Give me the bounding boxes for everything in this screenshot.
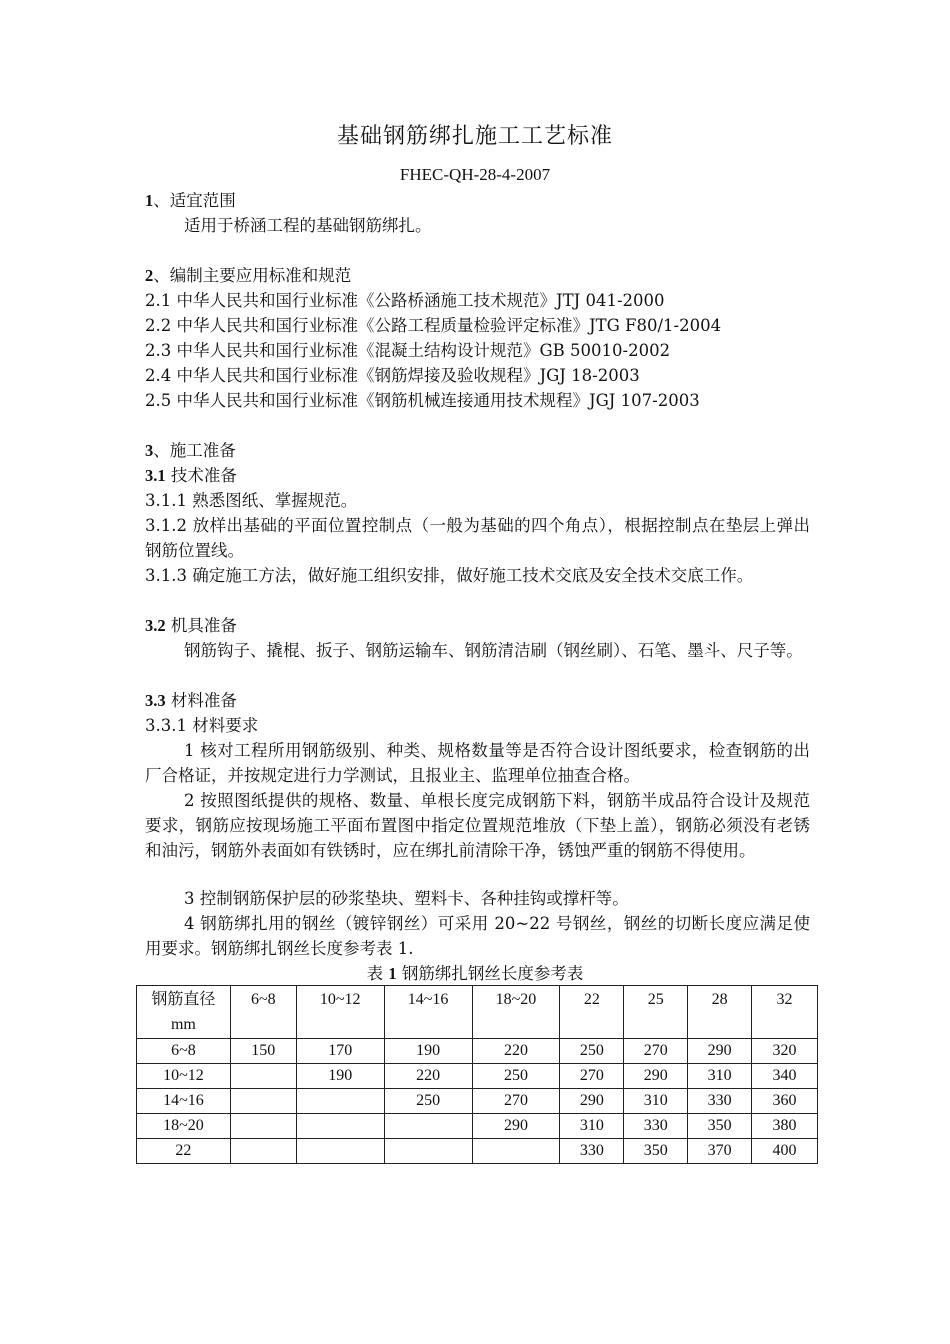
table-cell: 310	[688, 1064, 752, 1089]
table-cell: 380	[752, 1114, 818, 1139]
table-cell	[296, 1089, 384, 1114]
table-header-row	[137, 986, 818, 1039]
table-cell: 190	[384, 1039, 472, 1064]
section-2-heading: 2、编制主要应用标准和规范	[145, 266, 352, 285]
table-row-label: 22	[137, 1139, 231, 1164]
section-1-heading: 1、适宜范围	[145, 191, 236, 210]
table-cell: 250	[472, 1064, 560, 1089]
section-1-text: 适用于桥涵工程的基础钢筋绑扎。	[184, 216, 432, 235]
table-cell: 150	[230, 1039, 296, 1064]
table-cell	[384, 1139, 472, 1164]
table-cell: 290	[560, 1089, 624, 1114]
document-number: FHEC-QH-28-4-2007	[399, 165, 551, 184]
table-cell: 310	[560, 1114, 624, 1139]
material-paragraph-2: 2 按照图纸提供的规格、数量、单根长度完成钢筋下料，钢筋半成品符合设计及规范要求，钢筋应按现场施工平面布置图中指定位置规范堆放（下垫上盖），钢筋必须没有老锈和油污，钢筋外表面如有铁锈时，应在绑扎前清除干净，锈蚀严重的钢筋不得使用。	[145, 791, 810, 860]
wire-length-table	[136, 985, 818, 1164]
item-3-1-2: 3.1.2 放样出基础的平面位置控制点（一般为基础的四个角点），根据控制点在垫层上弹出钢筋位置线。	[145, 516, 810, 560]
table-header-cell: 钢筋直径 mm	[137, 986, 231, 1039]
table-header-cell: 32	[752, 986, 818, 1039]
table-cell: 350	[688, 1114, 752, 1139]
table-header-cell: 22	[560, 986, 624, 1039]
table-cell: 250	[560, 1039, 624, 1064]
table-cell: 310	[624, 1089, 688, 1114]
table-cell: 360	[752, 1089, 818, 1114]
material-paragraph-1: 1 核对工程所用钢筋级别、种类、规格数量等是否符合设计图纸要求，检查钢筋的出厂合格证，并按规定进行力学测试，且报业主、监理单位抽查合格。	[145, 741, 810, 785]
standard-item: 2.4 中华人民共和国行业标准《钢筋焊接及验收规程》JGJ 18-2003	[145, 366, 640, 385]
table-header-cell: 25	[624, 986, 688, 1039]
standard-item: 2.1 中华人民共和国行业标准《公路桥涵施工技术规范》JTJ 041-2000	[145, 291, 665, 310]
table-cell: 330	[560, 1139, 624, 1164]
table-cell: 270	[472, 1089, 560, 1114]
table-cell: 350	[624, 1139, 688, 1164]
material-paragraph-3: 3 控制钢筋保护层的砂浆垫块、塑料卡、各种挂钩或撑杆等。	[184, 889, 629, 908]
document-title: 基础钢筋绑扎施工工艺标准	[336, 124, 613, 149]
table-row	[137, 1064, 818, 1089]
table-cell: 220	[472, 1039, 560, 1064]
table-cell: 320	[752, 1039, 818, 1064]
table-row	[137, 1039, 818, 1064]
item-3-3-1: 3.3.1 材料要求	[145, 716, 259, 735]
table-cell: 270	[624, 1039, 688, 1064]
section-3-2-heading: 3.2 机具准备	[145, 616, 237, 635]
standard-item: 2.2 中华人民共和国行业标准《公路工程质量检验评定标准》JTG F80/1-2004	[145, 316, 722, 335]
table-cell	[230, 1139, 296, 1164]
table-row-label: 14~16	[137, 1089, 231, 1114]
standard-item: 2.3 中华人民共和国行业标准《混凝土结构设计规范》GB 50010-2002	[145, 341, 671, 360]
table-cell: 290	[688, 1039, 752, 1064]
material-paragraph-4: 4 钢筋绑扎用的钢丝（镀锌钢丝）可采用 20~22 号钢丝，钢丝的切断长度应满足使用要求。钢筋绑扎钢丝长度参考表 1.	[145, 914, 810, 958]
item-3-1-3: 3.1.3 确定施工方法，做好施工组织安排，做好施工技术交底及安全技术交底工作。	[145, 566, 754, 585]
table-cell: 330	[688, 1089, 752, 1114]
table-header-cell: 18~20	[472, 986, 560, 1039]
table-cell	[472, 1139, 560, 1164]
table-cell: 290	[472, 1114, 560, 1139]
table-header-cell: 6~8	[230, 986, 296, 1039]
table-cell: 340	[752, 1064, 818, 1089]
table-cell	[384, 1114, 472, 1139]
table-cell: 400	[752, 1139, 818, 1164]
section-3-3-heading: 3.3 材料准备	[145, 691, 237, 710]
section-3-1-heading: 3.1 技术准备	[145, 466, 237, 485]
table-row-label: 6~8	[137, 1039, 231, 1064]
table-cell: 190	[296, 1064, 384, 1089]
table-cell: 170	[296, 1039, 384, 1064]
table-row	[137, 1114, 818, 1139]
table-cell: 270	[560, 1064, 624, 1089]
table-header-cell: 10~12	[296, 986, 384, 1039]
table-cell	[230, 1064, 296, 1089]
table-cell	[296, 1139, 384, 1164]
table-row	[137, 1089, 818, 1114]
section-3-heading: 3、施工准备	[145, 441, 236, 460]
table-caption: 表 1 钢筋绑扎钢丝长度参考表	[366, 964, 584, 983]
table-cell: 330	[624, 1114, 688, 1139]
table-header-cell: 28	[688, 986, 752, 1039]
standard-item: 2.5 中华人民共和国行业标准《钢筋机械连接通用技术规程》JGJ 107-2003	[145, 391, 700, 410]
table-row	[137, 1139, 818, 1164]
table-cell	[296, 1114, 384, 1139]
item-3-1-1: 3.1.1 熟悉图纸、掌握规范。	[145, 491, 358, 510]
table-cell	[230, 1089, 296, 1114]
table-row-label: 18~20	[137, 1114, 231, 1139]
table-cell: 370	[688, 1139, 752, 1164]
table-cell	[230, 1114, 296, 1139]
table-row-label: 10~12	[137, 1064, 231, 1089]
tools-paragraph: 钢筋钩子、撬棍、扳子、钢筋运输车、钢筋清洁刷（钢丝刷）、石笔、墨斗、尺子等。	[184, 641, 803, 660]
table-header-cell: 14~16	[384, 986, 472, 1039]
table-cell: 220	[384, 1064, 472, 1089]
table-cell: 290	[624, 1064, 688, 1089]
table-cell: 250	[384, 1089, 472, 1114]
